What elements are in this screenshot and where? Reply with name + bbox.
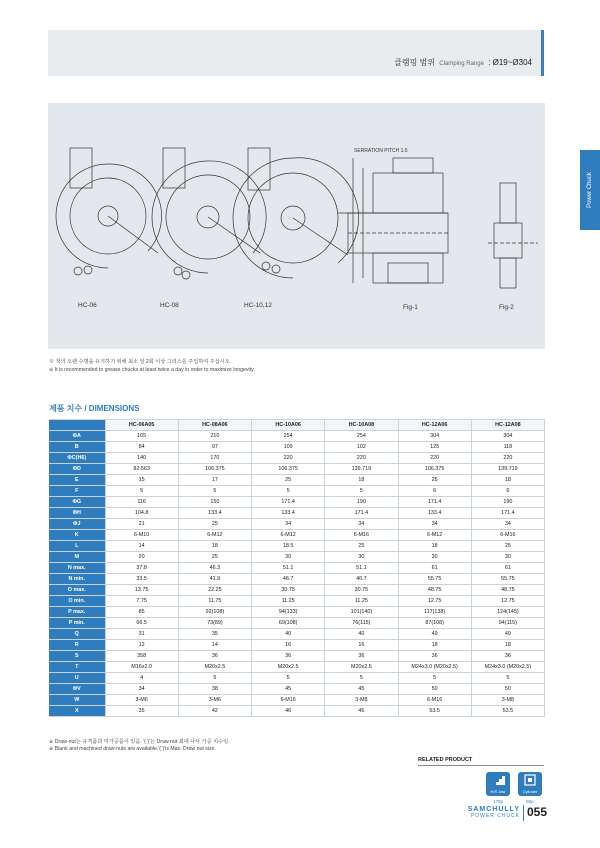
table-row bbox=[49, 640, 545, 651]
table-cell: 73(89) bbox=[178, 618, 251, 629]
table-row bbox=[49, 662, 545, 673]
table-cell: 53.5 bbox=[398, 706, 471, 717]
table-cell: 16 bbox=[325, 640, 398, 651]
table-cell: 97 bbox=[178, 442, 251, 453]
table-cell: 4 bbox=[105, 673, 178, 684]
table-cell: 170 bbox=[178, 453, 251, 464]
table-cell: 34 bbox=[252, 519, 325, 530]
table-cell: 17 bbox=[178, 475, 251, 486]
table-cell: 5 bbox=[252, 486, 325, 497]
table-cell: 210 bbox=[178, 431, 251, 442]
table-row bbox=[49, 530, 545, 541]
table-cell: 6-M16 bbox=[471, 530, 544, 541]
table-row bbox=[49, 695, 545, 706]
table-cell: 50 bbox=[471, 684, 544, 695]
table-cell: 25 bbox=[178, 552, 251, 563]
related-hs-jaw-button[interactable] bbox=[486, 772, 510, 796]
table-cell: 14 bbox=[105, 541, 178, 552]
table-cell: 85 bbox=[105, 607, 178, 618]
table-cell: 46.7 bbox=[252, 574, 325, 585]
title-en: Clamping Range bbox=[439, 61, 484, 67]
table-cell: 125 bbox=[398, 442, 471, 453]
table-cell: 254 bbox=[325, 431, 398, 442]
table-row bbox=[49, 563, 545, 574]
row-label: T bbox=[49, 662, 105, 673]
row-label: M bbox=[49, 552, 105, 563]
table-body bbox=[49, 431, 545, 717]
table-cell: 102 bbox=[325, 442, 398, 453]
table-row bbox=[49, 475, 545, 486]
title-range: : Ø19~Ø304 bbox=[488, 58, 532, 67]
table-cell: 36 bbox=[252, 651, 325, 662]
fig2-drawing bbox=[488, 183, 538, 288]
table-cell: 6-M16 bbox=[398, 695, 471, 706]
row-label: W bbox=[49, 695, 105, 706]
table-cell: 11.25 bbox=[252, 596, 325, 607]
dimensions-heading: 제품 치수 / DIMENSIONS bbox=[49, 404, 140, 413]
table-row bbox=[49, 574, 545, 585]
table-row bbox=[49, 607, 545, 618]
table-cell: 40 bbox=[325, 629, 398, 640]
table-cell: 84 bbox=[105, 442, 178, 453]
table-cell: 25 bbox=[325, 541, 398, 552]
table-cell: 3-M8 bbox=[471, 695, 544, 706]
table-cell: 3-M6 bbox=[178, 695, 251, 706]
table-cell: 139.719 bbox=[471, 464, 544, 475]
row-label: Q bbox=[49, 629, 105, 640]
hc08-label: HC-08 bbox=[160, 302, 179, 309]
table-cell: 6-M16 bbox=[325, 530, 398, 541]
fig2-label: Fig-2 bbox=[499, 304, 514, 311]
row-label: X bbox=[49, 706, 105, 717]
table-cell: 12.75 bbox=[398, 596, 471, 607]
row-label: N min. bbox=[49, 574, 105, 585]
table-row bbox=[49, 431, 545, 442]
table-cell: 46 bbox=[325, 706, 398, 717]
table-cell: 25 bbox=[398, 475, 471, 486]
table-cell: 14 bbox=[178, 640, 251, 651]
table-cell: 6-M16 bbox=[252, 695, 325, 706]
related-divider bbox=[418, 765, 544, 766]
table-row bbox=[49, 519, 545, 530]
note-en: ※ It is recommended to grease chucks at least twice a day in order to maximize longevity. bbox=[49, 367, 255, 373]
table-row bbox=[49, 497, 545, 508]
hc06-label: HC-06 bbox=[78, 302, 97, 309]
row-label: O min. bbox=[49, 596, 105, 607]
fig1-label: Fig-1 bbox=[403, 304, 418, 311]
table-cell: 139.719 bbox=[325, 464, 398, 475]
cylinder-page: 92p bbox=[526, 799, 534, 804]
table-cell: 11.75 bbox=[178, 596, 251, 607]
table-row bbox=[49, 453, 545, 464]
table-cell: 15 bbox=[105, 475, 178, 486]
column-header: HC-10A06 bbox=[252, 420, 325, 431]
table-cell: 109 bbox=[252, 442, 325, 453]
related-cylinder-button[interactable] bbox=[518, 772, 542, 796]
table-cell: 254 bbox=[252, 431, 325, 442]
hs-jaw-label: H/S Jaw bbox=[490, 789, 506, 794]
table-cell: 6-M12 bbox=[178, 530, 251, 541]
row-label: P max. bbox=[49, 607, 105, 618]
table-cell: 6-M10 bbox=[105, 530, 178, 541]
table-cell: 92(108) bbox=[178, 607, 251, 618]
table-cell: 55.75 bbox=[471, 574, 544, 585]
column-header: HC-12A08 bbox=[471, 420, 544, 431]
header-banner bbox=[48, 30, 544, 76]
column-header: HC-06A05 bbox=[105, 420, 178, 431]
table-cell: 18 bbox=[398, 640, 471, 651]
table-cell: 34 bbox=[325, 519, 398, 530]
table-cell: 140 bbox=[105, 453, 178, 464]
table-cell: 55.75 bbox=[398, 574, 471, 585]
row-label: ΦG bbox=[49, 497, 105, 508]
table-cell: 304 bbox=[398, 431, 471, 442]
table-cell: 12 bbox=[105, 640, 178, 651]
table-cell: 42 bbox=[178, 706, 251, 717]
table-cell: 6 bbox=[471, 486, 544, 497]
table-row bbox=[49, 629, 545, 640]
table-cell: 45 bbox=[252, 684, 325, 695]
table-cell: 18.5 bbox=[252, 541, 325, 552]
table-cell: 5 bbox=[325, 673, 398, 684]
table-cell: 33.5 bbox=[105, 574, 178, 585]
table-cell: 5 bbox=[178, 673, 251, 684]
table-cell: 51.1 bbox=[252, 563, 325, 574]
table-cell: 12.75 bbox=[471, 596, 544, 607]
table-cell: 49 bbox=[471, 629, 544, 640]
table-row bbox=[49, 596, 545, 607]
table-cell: 51.1 bbox=[325, 563, 398, 574]
table-cell: 165 bbox=[105, 431, 178, 442]
row-label: N max. bbox=[49, 563, 105, 574]
table-cell: M16x2.0 bbox=[105, 662, 178, 673]
table-cell: 40 bbox=[252, 629, 325, 640]
table-cell: 45 bbox=[325, 684, 398, 695]
table-cell: 220 bbox=[325, 453, 398, 464]
row-label: S bbox=[49, 651, 105, 662]
table-cell: 6-M12 bbox=[398, 530, 471, 541]
brand-line2: POWER CHUCK bbox=[470, 813, 520, 819]
table-cell: 104.8 bbox=[105, 508, 178, 519]
table-cell: 304 bbox=[471, 431, 544, 442]
table-cell: 30 bbox=[252, 552, 325, 563]
table-cell: 41.9 bbox=[178, 574, 251, 585]
table-cell: 18 bbox=[325, 475, 398, 486]
table-cell: 25 bbox=[471, 541, 544, 552]
column-header: HC-12A06 bbox=[398, 420, 471, 431]
table-cell: 20 bbox=[105, 552, 178, 563]
cylinder-label: Cylinder bbox=[522, 789, 538, 794]
table-cell: 13.75 bbox=[105, 585, 178, 596]
table-cell: 37.8 bbox=[105, 563, 178, 574]
row-label: B bbox=[49, 442, 105, 453]
table-row bbox=[49, 442, 545, 453]
table-cell: M20x2.5 bbox=[252, 662, 325, 673]
serration-label: SERRATION PITCH 1.5 bbox=[354, 148, 408, 154]
stairs-icon bbox=[486, 772, 510, 788]
table-cell: 5 bbox=[252, 673, 325, 684]
table-cell: 50 bbox=[398, 684, 471, 695]
table-row bbox=[49, 508, 545, 519]
table-cell: M20x2.5 bbox=[178, 662, 251, 673]
table-cell: 190 bbox=[471, 497, 544, 508]
row-label: E bbox=[49, 475, 105, 486]
brand-line1: SAMCHULLY bbox=[467, 806, 520, 813]
side-tab-label: Power Chuck bbox=[587, 172, 593, 208]
table-cell: 46 bbox=[252, 706, 325, 717]
hc06-drawing bbox=[56, 148, 162, 275]
related-product-label: RELATED PRODUCT bbox=[418, 757, 473, 763]
note-ko: ※ 척의 오랜 수명을 유지하기 위해 최소 일 2회 이상 그리스를 주입하여 주십시오. bbox=[49, 359, 232, 365]
column-header: HC-08A06 bbox=[178, 420, 251, 431]
table-cell: 61 bbox=[471, 563, 544, 574]
table-cell: 18 bbox=[398, 541, 471, 552]
table-cell: M24x3.0 (M20x2.5) bbox=[398, 662, 471, 673]
row-label: R bbox=[49, 640, 105, 651]
table-cell: M24x3.0 (M20x2.5) bbox=[471, 662, 544, 673]
section-side-tab bbox=[580, 150, 600, 230]
table-row bbox=[49, 541, 545, 552]
table-cell: 171.4 bbox=[325, 508, 398, 519]
table-cell: 190 bbox=[325, 497, 398, 508]
table-cell: 5 bbox=[105, 486, 178, 497]
row-label: ΦV bbox=[49, 684, 105, 695]
table-cell: 7.75 bbox=[105, 596, 178, 607]
row-label: F bbox=[49, 486, 105, 497]
table-cell: 118 bbox=[471, 442, 544, 453]
table-cell: 87(108) bbox=[398, 618, 471, 629]
row-label: K bbox=[49, 530, 105, 541]
table-cell: 106.375 bbox=[398, 464, 471, 475]
table-cell: 171.4 bbox=[252, 497, 325, 508]
table-cell: 36 bbox=[325, 651, 398, 662]
table-cell: 133.4 bbox=[252, 508, 325, 519]
table-cell: 46.3 bbox=[178, 563, 251, 574]
table-cell: 35 bbox=[105, 706, 178, 717]
table-cell: 3-M8 bbox=[325, 695, 398, 706]
table-cell: 106.375 bbox=[178, 464, 251, 475]
table-cell: M20x2.5 bbox=[325, 662, 398, 673]
column-header: HC-10A08 bbox=[325, 420, 398, 431]
table-cell: 6 bbox=[398, 486, 471, 497]
fig1-drawing bbox=[338, 158, 448, 283]
header-accent-bar bbox=[541, 30, 544, 76]
table-cell: 5 bbox=[398, 673, 471, 684]
table-cell: 36 bbox=[178, 651, 251, 662]
table-cell: 5 bbox=[178, 486, 251, 497]
table-cell: 53.5 bbox=[471, 706, 544, 717]
clamping-range-title bbox=[394, 57, 532, 68]
table-cell: 358 bbox=[105, 651, 178, 662]
brand-logo bbox=[450, 806, 520, 819]
table-row bbox=[49, 486, 545, 497]
table-row bbox=[49, 684, 545, 695]
table-cell: 82.563 bbox=[105, 464, 178, 475]
table-cell: 18 bbox=[471, 475, 544, 486]
table-row bbox=[49, 706, 545, 717]
table-cell: 69(108) bbox=[252, 618, 325, 629]
table-row bbox=[49, 464, 545, 475]
table-cell: 6-M12 bbox=[252, 530, 325, 541]
dimensions-table bbox=[49, 419, 545, 717]
table-cell: 49 bbox=[398, 629, 471, 640]
footnote-en: ※ Blank and machined draw-nuts are available.'( )'is Max. Draw nut size. bbox=[49, 746, 216, 752]
table-cell: 101(140) bbox=[325, 607, 398, 618]
table-cell: 133.4 bbox=[398, 508, 471, 519]
table-cell: 30 bbox=[325, 552, 398, 563]
row-label: O max. bbox=[49, 585, 105, 596]
page-number: 055 bbox=[527, 805, 548, 819]
table-cell: 22.25 bbox=[178, 585, 251, 596]
table-cell: 36 bbox=[471, 651, 544, 662]
page-number-divider bbox=[523, 805, 524, 821]
table-cell: 18 bbox=[178, 541, 251, 552]
table-cell: 25 bbox=[252, 475, 325, 486]
hs-jaw-page: 170p bbox=[492, 799, 503, 804]
table-header-row bbox=[49, 420, 545, 431]
row-label: U bbox=[49, 673, 105, 684]
table-cell: 25 bbox=[178, 519, 251, 530]
table-cell: 30.75 bbox=[252, 585, 325, 596]
table-cell: 5 bbox=[325, 486, 398, 497]
table-cell: 150 bbox=[178, 497, 251, 508]
table-cell: 220 bbox=[471, 453, 544, 464]
table-cell: 66.5 bbox=[105, 618, 178, 629]
table-cell: 220 bbox=[398, 453, 471, 464]
table-cell: 94(133) bbox=[252, 607, 325, 618]
table-row bbox=[49, 552, 545, 563]
row-label: ΦD bbox=[49, 464, 105, 475]
table-cell: 18 bbox=[471, 640, 544, 651]
table-cell: 46.7 bbox=[325, 574, 398, 585]
table-cell: 76(115) bbox=[325, 618, 398, 629]
cylinder-icon bbox=[518, 772, 542, 788]
table-cell: 124(145) bbox=[471, 607, 544, 618]
row-label: ΦA bbox=[49, 431, 105, 442]
table-cell: 16 bbox=[252, 640, 325, 651]
table-cell: 35 bbox=[178, 629, 251, 640]
table-cell: 30 bbox=[471, 552, 544, 563]
table-cell: 171.4 bbox=[471, 508, 544, 519]
table-cell: 38 bbox=[178, 684, 251, 695]
table-row bbox=[49, 651, 545, 662]
table-cell: 220 bbox=[252, 453, 325, 464]
row-label: ΦJ bbox=[49, 519, 105, 530]
table-cell: 171.4 bbox=[398, 497, 471, 508]
table-cell: 21 bbox=[105, 519, 178, 530]
row-label: P min. bbox=[49, 618, 105, 629]
hc1012-label: HC-10,12 bbox=[244, 302, 272, 309]
table-cell: 106.375 bbox=[252, 464, 325, 475]
table-cell: 5 bbox=[471, 673, 544, 684]
drawings-svg bbox=[48, 103, 545, 349]
row-label: ΦH bbox=[49, 508, 105, 519]
table-cell: 30.75 bbox=[325, 585, 398, 596]
technical-drawings bbox=[48, 103, 545, 349]
table-cell: 133.4 bbox=[178, 508, 251, 519]
table-cell: 34 bbox=[471, 519, 544, 530]
title-ko: 클램핑 범위 bbox=[394, 58, 436, 67]
table-row bbox=[49, 673, 545, 684]
table-cell: 34 bbox=[105, 684, 178, 695]
table-row bbox=[49, 585, 545, 596]
table-row bbox=[49, 618, 545, 629]
row-label: ΦC(H6) bbox=[49, 453, 105, 464]
table-cell: 36 bbox=[398, 651, 471, 662]
table-cell: 117(138) bbox=[398, 607, 471, 618]
row-label: L bbox=[49, 541, 105, 552]
table-cell: 11.25 bbox=[325, 596, 398, 607]
table-cell: 3-M6 bbox=[105, 695, 178, 706]
table-corner bbox=[49, 420, 105, 431]
hc08-drawing bbox=[152, 148, 266, 279]
table-cell: 30 bbox=[398, 552, 471, 563]
table-cell: 48.75 bbox=[398, 585, 471, 596]
table-cell: 116 bbox=[105, 497, 178, 508]
table-cell: 48.75 bbox=[471, 585, 544, 596]
table-cell: 34 bbox=[398, 519, 471, 530]
table-cell: 31 bbox=[105, 629, 178, 640]
table-cell: 94(115) bbox=[471, 618, 544, 629]
table-cell: 61 bbox=[398, 563, 471, 574]
footnote-ko: ※ Draw-nut는 규격품과 미가공품이 있음. '( )'는 Draw nut 최대 나사 가공 치수임. bbox=[49, 739, 230, 745]
